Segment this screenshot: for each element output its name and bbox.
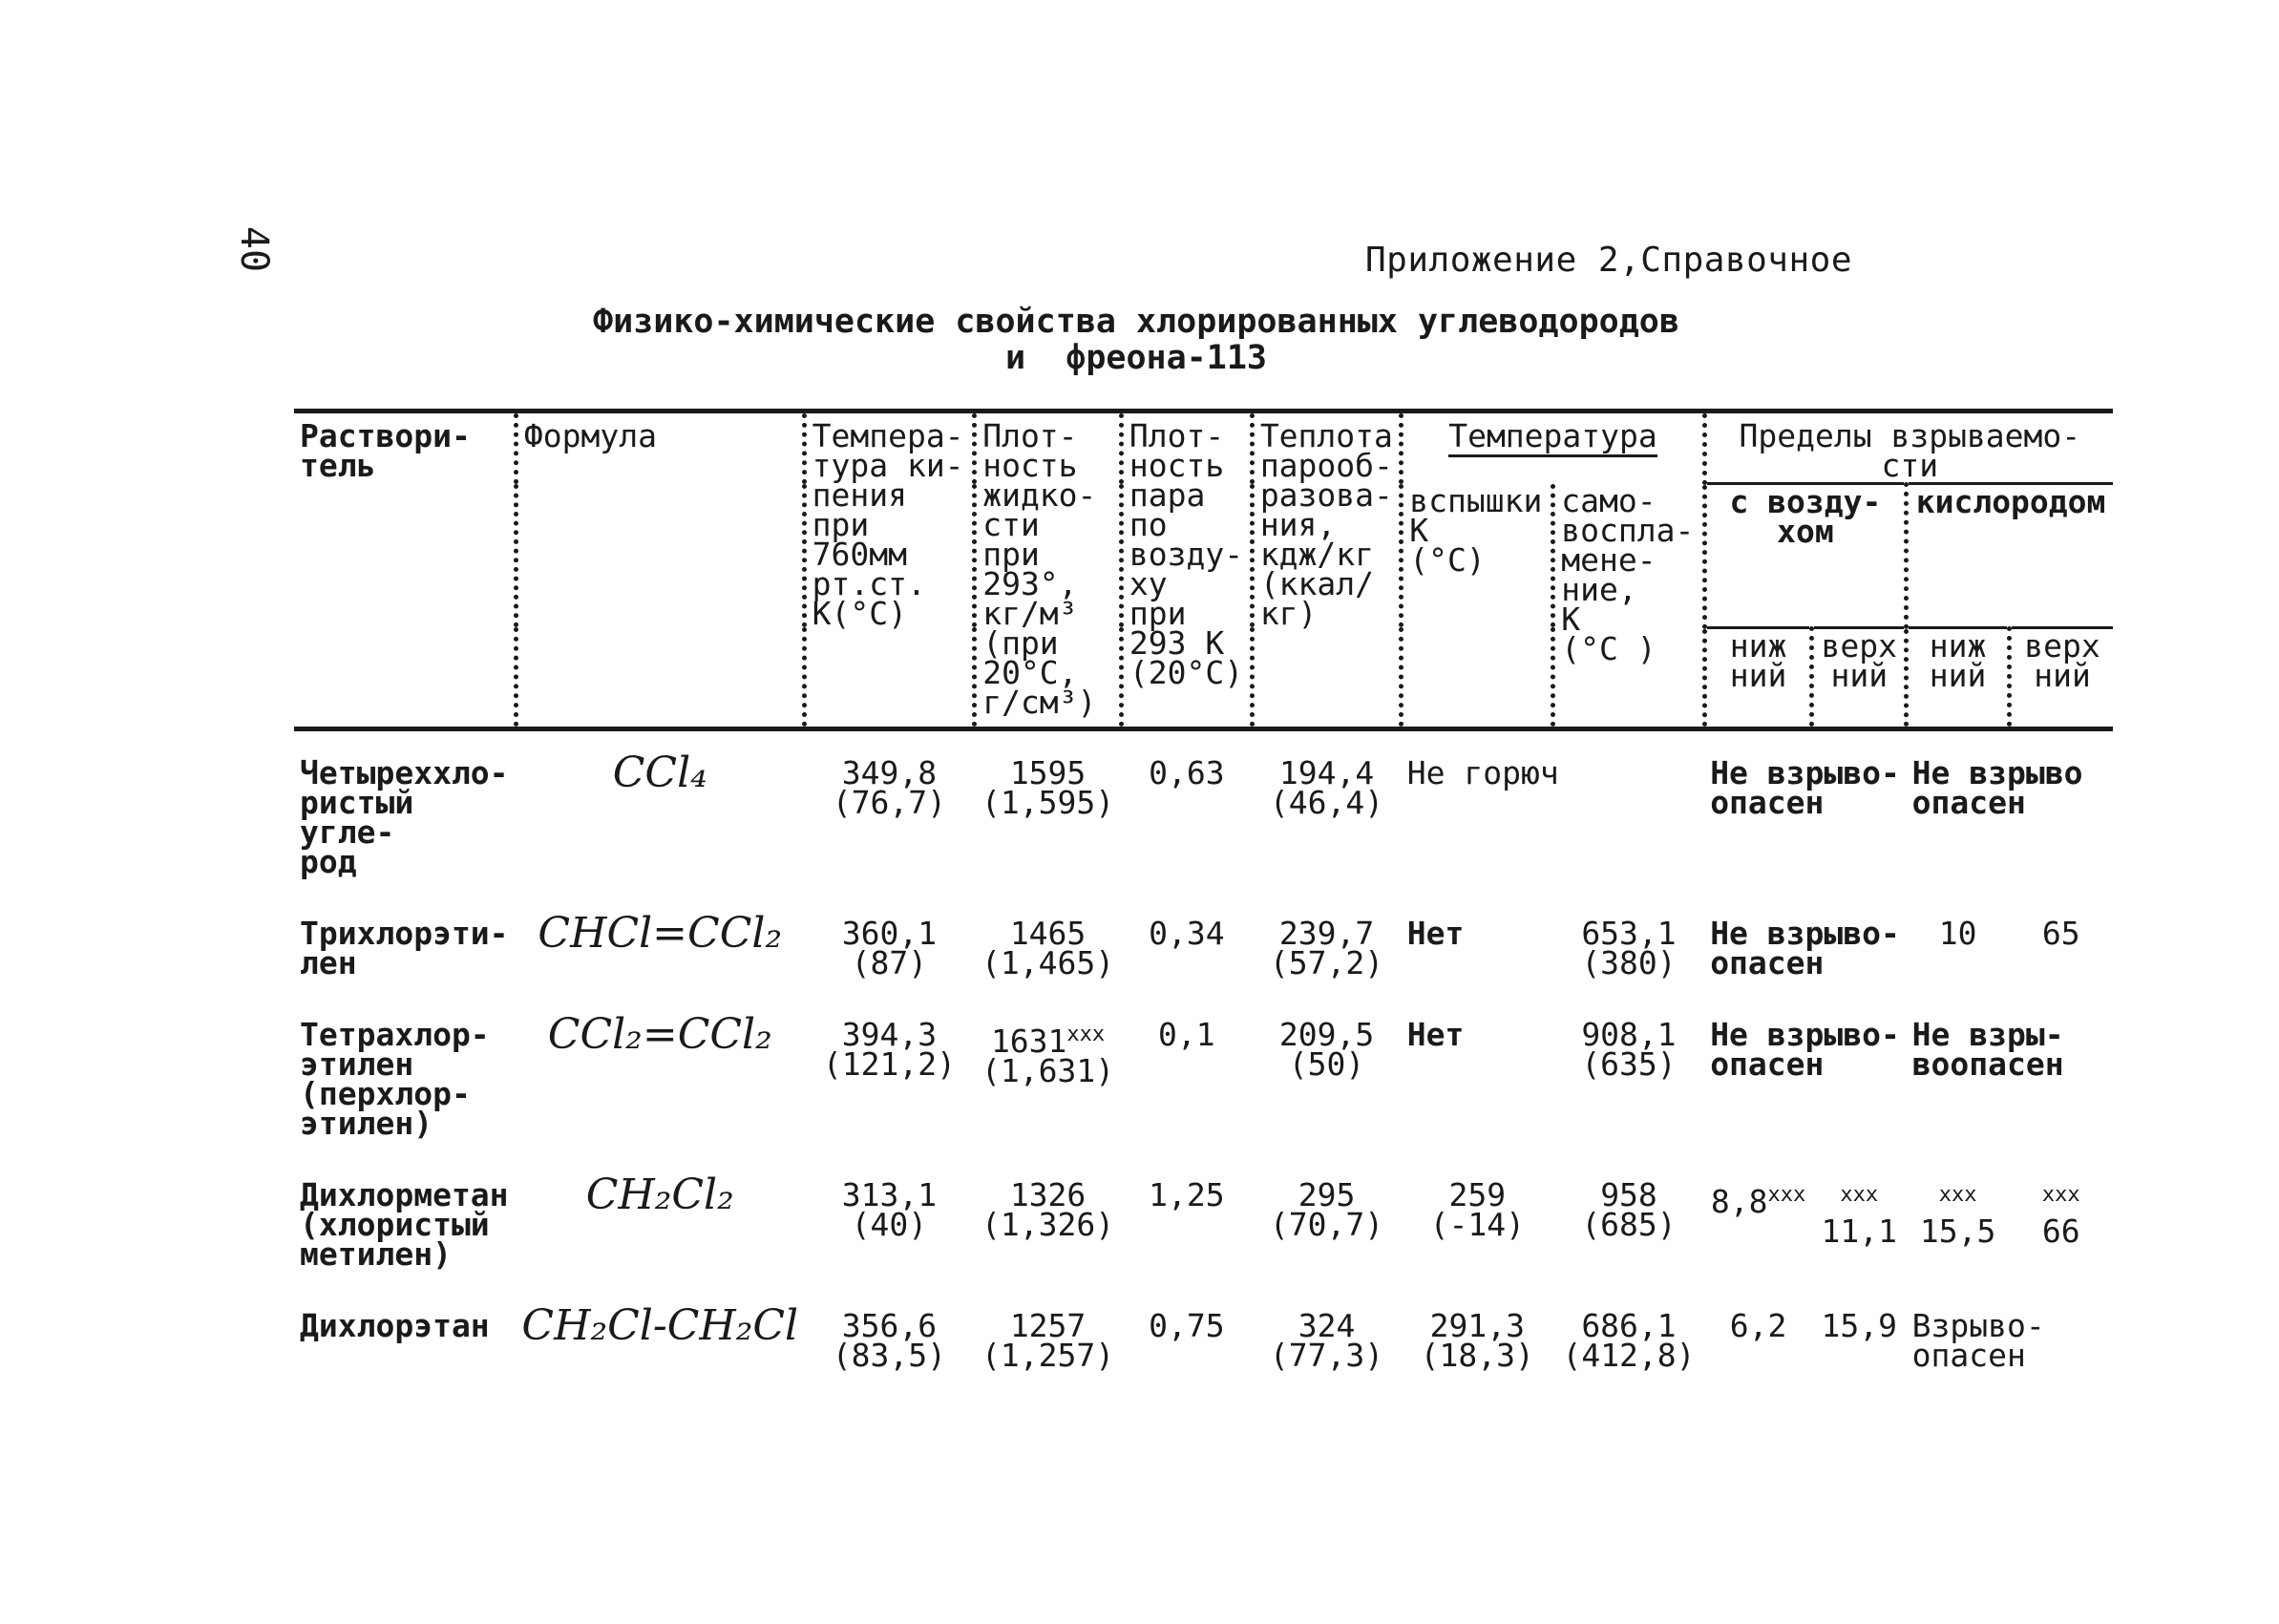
cell-flash-point: Не горюч <box>1406 754 1559 791</box>
header-heat-of-vaporization: Теплота парооб- разова- ния, кдж/кг (ккал/ кг) <box>1252 411 1401 729</box>
cell-boiling-point: 356,6 (83,5) <box>832 1307 947 1374</box>
cell-formula: CCl₂=CCl₂ <box>547 1010 772 1059</box>
footnote-marker: xxx <box>1938 1183 1977 1207</box>
table-row <box>294 729 2113 898</box>
cell-solvent-name: Дихлорэтан <box>300 1307 490 1344</box>
cell-flash-point: Нет <box>1406 1016 1465 1053</box>
cell-formula: CH₂Cl₂ <box>585 1171 734 1219</box>
footnote-marker: xxx <box>2041 1183 2080 1207</box>
header-autoignition: само- воспла- мене- ние, К (°С ) <box>1553 484 1704 729</box>
page-number: 40 <box>232 225 277 273</box>
air-upper-value: 11,1 <box>1821 1213 1897 1250</box>
cell-air-lower <box>1704 1159 1812 1290</box>
cell-vapor-density: 0,75 <box>1149 1307 1225 1344</box>
cell-solvent-name: Четыреххло- ристый угле- род <box>300 754 509 880</box>
header-boiling-point: Темпера- тура ки- пения при 760мм рт.ст. К(°С) <box>804 411 975 729</box>
cell-solvent-name: Дихлорметан (хлористый метилен) <box>300 1176 509 1273</box>
header-flash-point: вспышки К (°С) <box>1402 484 1553 729</box>
cell-heat: 239,7 (57,2) <box>1269 915 1384 981</box>
cell-limits-oxygen: Не взрыво опасен <box>1911 754 2083 821</box>
cell-liquid-density <box>975 999 1122 1159</box>
title-line-1: Физико-химические свойства хлорированных углеводородов <box>593 303 1679 341</box>
cell-heat: 194,4 (46,4) <box>1269 754 1384 821</box>
header-with-air: с возду- хом <box>1704 484 1906 628</box>
table-row <box>294 999 2113 1159</box>
table-row <box>294 897 2113 999</box>
cell-vapor-density: 0,63 <box>1149 754 1225 791</box>
cell-limits-air: Не взрыво- опасен <box>1710 754 1900 821</box>
cell-liquid-density: 1257 (1,257) <box>981 1307 1115 1374</box>
cell-vapor-density: 1,25 <box>1149 1176 1225 1213</box>
title-line-2: и фреона-113 <box>1005 339 1267 377</box>
cell-limits-oxygen: Не взры- воопасен <box>1911 1016 2064 1083</box>
cell-vapor-density: 0,1 <box>1158 1016 1215 1053</box>
cell-flash-point: Нет <box>1406 915 1465 952</box>
cell-formula: CCl₄ <box>612 749 707 797</box>
liquid-density-value: 1631 <box>990 1023 1067 1060</box>
footnote-marker: xxx <box>1066 1023 1106 1046</box>
document-title <box>573 304 1699 376</box>
cell-air-upper <box>1812 1159 1907 1290</box>
cell-oxygen-upper: 65 <box>2041 915 2080 952</box>
header-liquid-density: Плот- ность жидко- сти при 293°, кг/м³ (при 20°С, г/см³) <box>975 411 1122 729</box>
cell-heat: 295 (70,7) <box>1269 1176 1384 1243</box>
appendix-label: Приложение 2,Справочное <box>1365 241 1852 280</box>
cell-autoignition: 908,1 (635) <box>1581 1016 1677 1083</box>
properties-table-wrapper <box>294 409 2113 1391</box>
footnote-marker: xxx <box>1840 1183 1879 1207</box>
header-temperature-group <box>1402 411 1704 484</box>
header-air-upper: верх ний <box>1812 627 1907 728</box>
air-lower-value: 8,8 <box>1710 1183 1768 1220</box>
liquid-density-value-2: (1,631) <box>981 1052 1115 1089</box>
cell-vapor-density: 0,34 <box>1149 915 1225 952</box>
cell-autoignition: 958 (685) <box>1581 1176 1677 1243</box>
cell-air-lower: 6,2 <box>1729 1307 1787 1344</box>
cell-liquid-density: 1465 (1,465) <box>981 915 1115 981</box>
header-air-lower: ниж ний <box>1704 627 1812 728</box>
cell-autoignition: 686,1 (412,8) <box>1562 1307 1696 1374</box>
header-explosion-limits: Пределы взрываемо- сти <box>1704 411 2113 484</box>
cell-boiling-point: 394,3 (121,2) <box>822 1016 956 1083</box>
oxygen-upper-value: 66 <box>2041 1213 2080 1250</box>
header-with-oxygen: кислородом <box>1907 484 2113 628</box>
cell-autoignition: 653,1 (380) <box>1581 915 1677 981</box>
cell-flash-point: 259 (-14) <box>1429 1176 1525 1243</box>
footnote-marker: xxx <box>1767 1183 1806 1207</box>
cell-oxygen-lower: 10 <box>1938 915 1977 952</box>
table-body <box>294 729 2113 1392</box>
header-solvent: Раствори- тель <box>294 411 516 729</box>
cell-oxygen-upper <box>2010 1159 2113 1290</box>
cell-boiling-point: 313,1 (40) <box>841 1176 938 1243</box>
cell-oxygen-lower <box>1907 1159 2010 1290</box>
cell-flash-point: 291,3 (18,3) <box>1420 1307 1534 1374</box>
cell-liquid-density: 1595 (1,595) <box>981 754 1115 821</box>
cell-boiling-point: 360,1 (87) <box>841 915 938 981</box>
cell-air-upper: 15,9 <box>1821 1307 1897 1344</box>
cell-boiling-point: 349,8 (76,7) <box>832 754 947 821</box>
header-oxygen-lower: ниж ний <box>1907 627 2010 728</box>
header-oxygen-upper: верх ний <box>2010 627 2113 728</box>
table-row <box>294 1290 2113 1391</box>
table-header <box>294 411 2113 729</box>
oxygen-lower-value: 15,5 <box>1919 1213 1996 1250</box>
header-formula: Формула <box>516 411 804 729</box>
cell-limits-air: Не взрыво- опасен <box>1710 1016 1900 1083</box>
cell-solvent-name: Трихлорэти- лен <box>300 915 509 981</box>
cell-liquid-density: 1326 (1,326) <box>981 1176 1115 1243</box>
cell-heat: 209,5 (50) <box>1278 1016 1375 1083</box>
header-vapor-density: Плот- ность пара по возду- ху при 293 К (20°С) <box>1121 411 1252 729</box>
cell-solvent-name: Тетрахлор- этилен (перхлор- этилен) <box>300 1016 490 1142</box>
temperature-group-label: Температура <box>1448 417 1657 457</box>
cell-limits-oxygen: Взрыво- опасен <box>1911 1307 2045 1374</box>
properties-table <box>294 409 2113 1391</box>
cell-formula: CH₂Cl-CH₂Cl <box>521 1301 799 1350</box>
cell-formula: CHCl=CCl₂ <box>538 909 783 958</box>
cell-limits-air: Не взрыво- опасен <box>1710 915 1900 981</box>
cell-heat: 324 (77,3) <box>1269 1307 1384 1374</box>
table-row <box>294 1159 2113 1290</box>
